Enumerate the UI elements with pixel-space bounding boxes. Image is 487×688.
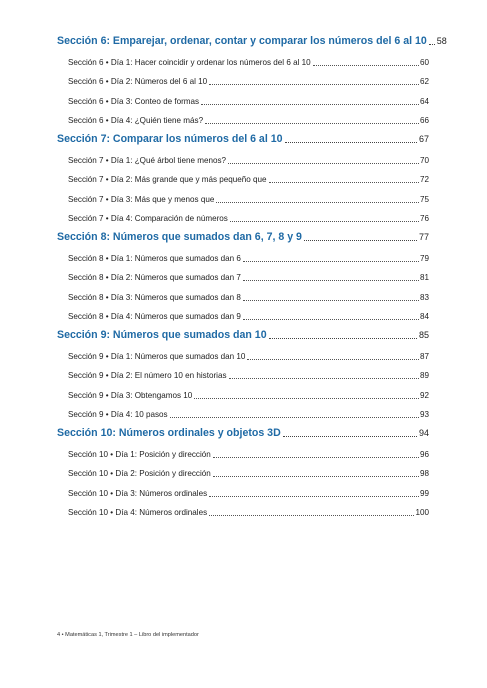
entry-page-number: 81 xyxy=(419,273,429,282)
leader-dots xyxy=(201,104,419,105)
section-title: Sección 8: Números que sumados dan 6, 7, 8 y 9 xyxy=(57,231,302,243)
toc-entry[interactable] xyxy=(57,48,429,68)
leader-dots xyxy=(205,123,419,124)
entry-title: Sección 8 • Día 3: Números que sumados dan 8 xyxy=(68,292,241,302)
entry-page-number: 100 xyxy=(415,508,429,517)
toc-entry[interactable] xyxy=(57,107,429,127)
table-of-contents xyxy=(57,28,447,518)
leader-dots xyxy=(313,65,419,66)
entry-page-number: 84 xyxy=(419,312,429,321)
entry-title: Sección 7 • Día 4: Comparación de números xyxy=(68,214,228,223)
toc-entry[interactable] xyxy=(57,146,429,166)
section-title: Sección 6: Emparejar, ordenar, contar y comparar los números del 6 al 10 xyxy=(57,35,427,47)
leader-dots xyxy=(269,182,419,183)
leader-dots xyxy=(194,398,419,399)
toc-section-heading[interactable] xyxy=(57,420,429,440)
toc-entry[interactable] xyxy=(57,401,429,421)
toc-entry[interactable] xyxy=(57,479,429,499)
entry-page-number: 76 xyxy=(419,214,429,223)
entry-title: Sección 8 • Día 1: Números que sumados dan 6 xyxy=(68,253,241,263)
leader-dots xyxy=(283,436,417,437)
leader-dots xyxy=(209,515,414,516)
entry-title: Sección 7 • Día 3: Más que y menos que xyxy=(68,194,215,204)
toc-entry[interactable] xyxy=(57,362,429,382)
entry-page-number: 79 xyxy=(419,253,429,263)
entry-page-number: 66 xyxy=(419,116,429,125)
entry-page-number: 70 xyxy=(419,155,429,165)
leader-dots xyxy=(429,44,435,45)
toc-entry[interactable] xyxy=(57,244,429,264)
toc-entry[interactable] xyxy=(57,303,429,323)
entry-page-number: 93 xyxy=(419,410,429,419)
toc-entry[interactable] xyxy=(57,185,429,205)
leader-dots xyxy=(213,476,419,477)
section-page-number: 94 xyxy=(418,428,429,438)
entry-page-number: 99 xyxy=(419,488,429,498)
entry-title: Sección 9 • Día 4: 10 pasos xyxy=(68,410,168,419)
entry-title: Sección 10 • Día 3: Números ordinales xyxy=(68,488,208,498)
leader-dots xyxy=(304,240,417,241)
entry-page-number: 75 xyxy=(419,194,429,204)
entry-page-number: 87 xyxy=(419,351,429,361)
entry-title: Sección 10 • Día 2: Posición y dirección xyxy=(68,469,211,478)
section-page-number: 58 xyxy=(436,36,447,46)
entry-title: Sección 9 • Día 1: Números que sumados dan 10 xyxy=(68,351,246,361)
leader-dots xyxy=(285,142,417,143)
leader-dots xyxy=(228,163,419,164)
entry-page-number: 72 xyxy=(419,175,429,184)
toc-entry[interactable] xyxy=(57,381,429,401)
leader-dots xyxy=(247,359,419,360)
entry-title: Sección 9 • Día 2: El número 10 en historias xyxy=(68,371,227,380)
entry-page-number: 62 xyxy=(419,77,429,86)
entry-page-number: 89 xyxy=(419,371,429,380)
leader-dots xyxy=(209,84,419,85)
entry-title: Sección 10 • Día 4: Números ordinales xyxy=(68,508,208,517)
entry-title: Sección 8 • Día 4: Números que sumados dan 9 xyxy=(68,312,241,321)
entry-title: Sección 6 • Día 1: Hacer coincidir y ordenar los números del 6 al 10 xyxy=(68,57,311,67)
leader-dots xyxy=(243,319,419,320)
leader-dots xyxy=(243,300,419,301)
section-title: Sección 10: Números ordinales y objetos 3D xyxy=(57,427,281,439)
toc-entry[interactable] xyxy=(57,440,429,460)
leader-dots xyxy=(230,221,419,222)
entry-page-number: 60 xyxy=(419,57,429,67)
entry-title: Sección 7 • Día 2: Más grande que y más pequeño que xyxy=(68,175,267,184)
toc-entry[interactable] xyxy=(57,68,429,88)
entry-page-number: 64 xyxy=(419,96,429,106)
section-title: Sección 9: Números que sumados dan 10 xyxy=(57,329,267,341)
leader-dots xyxy=(216,202,419,203)
toc-entry[interactable] xyxy=(57,166,429,186)
entry-title: Sección 8 • Día 2: Números que sumados dan 7 xyxy=(68,273,241,282)
toc-section-heading[interactable] xyxy=(57,126,429,146)
entry-title: Sección 6 • Día 3: Conteo de formas xyxy=(68,96,200,106)
leader-dots xyxy=(209,496,419,497)
toc-section-heading[interactable] xyxy=(57,224,429,244)
section-page-number: 67 xyxy=(418,134,429,144)
leader-dots xyxy=(269,338,417,339)
toc-section-heading[interactable] xyxy=(57,28,447,48)
toc-entry[interactable] xyxy=(57,499,429,519)
section-page-number: 85 xyxy=(418,330,429,340)
toc-entry[interactable] xyxy=(57,87,429,107)
entry-page-number: 92 xyxy=(419,390,429,400)
leader-dots xyxy=(170,417,419,418)
entry-page-number: 83 xyxy=(419,292,429,302)
leader-dots xyxy=(213,457,419,458)
toc-section-heading[interactable] xyxy=(57,322,429,342)
toc-entry[interactable] xyxy=(57,205,429,225)
entry-title: Sección 6 • Día 4: ¿Quién tiene más? xyxy=(68,116,204,125)
section-title: Sección 7: Comparar los números del 6 al 10 xyxy=(57,133,283,145)
entry-title: Sección 7 • Día 1: ¿Qué árbol tiene menos? xyxy=(68,155,227,165)
entry-page-number: 98 xyxy=(419,469,429,478)
page-footer: 4 • Matemáticas 1, Trimestre 1 – Libro del implementador xyxy=(57,632,199,638)
entry-title: Sección 9 • Día 3: Obtengamos 10 xyxy=(68,390,193,400)
entry-page-number: 96 xyxy=(419,449,429,459)
leader-dots xyxy=(243,261,419,262)
toc-entry[interactable] xyxy=(57,283,429,303)
section-page-number: 77 xyxy=(418,232,429,242)
toc-entry[interactable] xyxy=(57,264,429,284)
entry-title: Sección 10 • Día 1: Posición y dirección xyxy=(68,449,211,459)
leader-dots xyxy=(243,280,419,281)
leader-dots xyxy=(229,378,419,379)
toc-entry[interactable] xyxy=(57,342,429,362)
entry-title: Sección 6 • Día 2: Números del 6 al 10 xyxy=(68,77,208,86)
toc-entry[interactable] xyxy=(57,460,429,480)
